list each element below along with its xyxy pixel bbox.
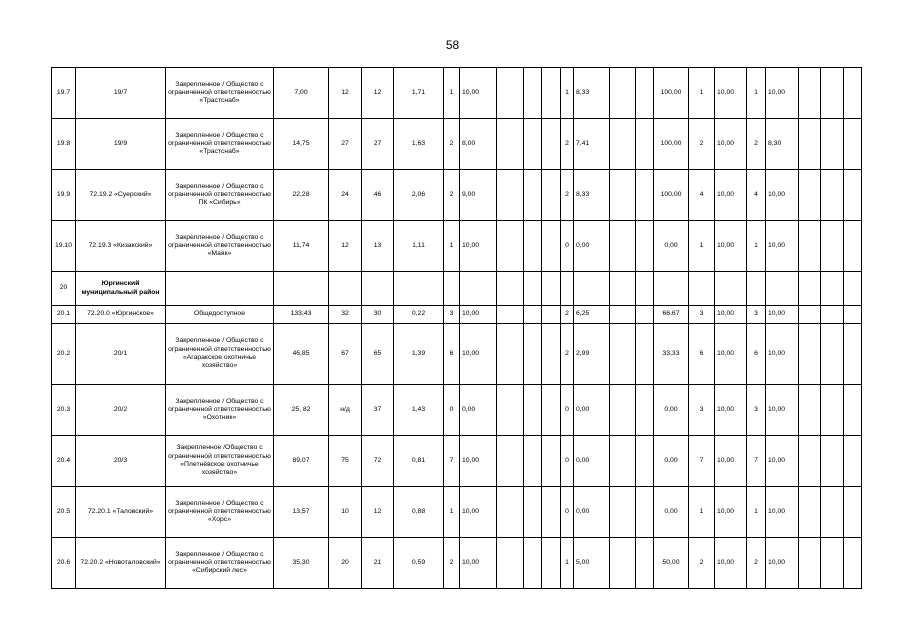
cell-c16	[636, 436, 654, 487]
cell-c21: 10,00	[766, 385, 799, 436]
cell-c14: 7,41	[574, 119, 610, 170]
cell-count-current: 30	[362, 306, 394, 324]
cell-count-prev: 24	[329, 170, 362, 221]
cell-c16	[636, 170, 654, 221]
table-row	[52, 487, 862, 538]
cell-density: 2,06	[394, 170, 444, 221]
cell-count-current: 65	[362, 324, 394, 385]
section-cell-c10	[497, 272, 524, 306]
cell-c12	[542, 487, 561, 538]
cell-c18: 1	[689, 487, 715, 538]
cell-c14: 2,99	[574, 324, 610, 385]
cell-c14: 6,25	[574, 306, 610, 324]
cell-density: 1,39	[394, 324, 444, 385]
cell-c10	[497, 68, 524, 119]
cell-c9: 10,00	[460, 306, 497, 324]
cell-c13: 0	[561, 385, 574, 436]
cell-c21: 10,00	[766, 221, 799, 272]
cell-c11	[524, 436, 542, 487]
cell-c16	[636, 221, 654, 272]
cell-c10	[497, 385, 524, 436]
cell-count-prev: 12	[329, 221, 362, 272]
cell-c8: 3	[444, 306, 460, 324]
cell-category-owner: Закрепленное / Общество с ограниченной ответственностью «Трастснаб»	[166, 68, 274, 119]
cell-count-prev: 20	[329, 538, 362, 589]
cell-c12	[542, 436, 561, 487]
cell-c19: 10,00	[715, 306, 747, 324]
cell-c8: 6	[444, 324, 460, 385]
cell-c18: 7	[689, 436, 715, 487]
cell-c24	[844, 306, 862, 324]
cell-c9: 10,00	[460, 324, 497, 385]
cell-c9: 10,00	[460, 436, 497, 487]
cell-c8: 1	[444, 487, 460, 538]
cell-density: 1,11	[394, 221, 444, 272]
cell-density: 1,63	[394, 119, 444, 170]
cell-c23	[821, 119, 844, 170]
cell-c20: 6	[747, 324, 766, 385]
cell-c18: 6	[689, 324, 715, 385]
cell-c24	[844, 385, 862, 436]
cell-density: 0,88	[394, 487, 444, 538]
cell-c9: 8,00	[460, 119, 497, 170]
cell-c10	[497, 221, 524, 272]
cell-count-current: 12	[362, 487, 394, 538]
cell-area: 14,75	[274, 119, 329, 170]
section-cell-c20	[747, 272, 766, 306]
cell-c8: 7	[444, 436, 460, 487]
cell-c18: 1	[689, 221, 715, 272]
cell-ground-name: 72.20.2 «Новоталовский»	[76, 538, 166, 589]
cell-c17: 0,00	[654, 221, 689, 272]
cell-c10	[497, 306, 524, 324]
cell-c17: 0,00	[654, 385, 689, 436]
cell-category-owner: Закрепленное /Общество с ограниченной ответственностью «Плетнёвское охотничье хозяйство»	[166, 436, 274, 487]
cell-c20: 7	[747, 436, 766, 487]
cell-c13: 0	[561, 436, 574, 487]
cell-row-number: 20.3	[52, 385, 76, 436]
cell-category-owner: Закрепленное / Общество с ограниченной ответственностью ПК «Сибирь»	[166, 170, 274, 221]
cell-c16	[636, 385, 654, 436]
cell-category-owner: Закрепленное / Общество с ограниченной ответственностью «Хорс»	[166, 487, 274, 538]
cell-area: 22,28	[274, 170, 329, 221]
table-row	[52, 170, 862, 221]
cell-area: 13,57	[274, 487, 329, 538]
cell-category-owner: Закрепленное / Общество с ограниченной ответственностью «Трастснаб»	[166, 119, 274, 170]
cell-c21: 10,00	[766, 324, 799, 385]
cell-count-current: 12	[362, 68, 394, 119]
cell-count-current: 72	[362, 436, 394, 487]
cell-c15	[610, 385, 636, 436]
cell-c19: 10,00	[715, 119, 747, 170]
cell-ground-name: 72.19.2 «Суерский»	[76, 170, 166, 221]
cell-c20: 1	[747, 221, 766, 272]
section-cell-count-current	[362, 272, 394, 306]
table-row	[52, 306, 862, 324]
cell-c14: 0,00	[574, 221, 610, 272]
table-row	[52, 538, 862, 589]
cell-c21: 10,00	[766, 170, 799, 221]
cell-c17: 100,00	[654, 170, 689, 221]
cell-c11	[524, 221, 542, 272]
cell-c24	[844, 68, 862, 119]
cell-c19: 10,00	[715, 221, 747, 272]
cell-c9: 10,00	[460, 487, 497, 538]
cell-count-prev: 10	[329, 487, 362, 538]
cell-c23	[821, 436, 844, 487]
section-cell-c9	[460, 272, 497, 306]
section-cell-area	[274, 272, 329, 306]
cell-c24	[844, 170, 862, 221]
cell-c19: 10,00	[715, 487, 747, 538]
cell-row-number: 20.4	[52, 436, 76, 487]
cell-c14: 8,33	[574, 68, 610, 119]
cell-c13: 2	[561, 306, 574, 324]
cell-area: 25, 82	[274, 385, 329, 436]
cell-ground-name: 72.20.0 «Юргинское»	[76, 306, 166, 324]
cell-c20: 4	[747, 170, 766, 221]
cell-ground-name: 20/3	[76, 436, 166, 487]
cell-count-current: 21	[362, 538, 394, 589]
cell-c19: 10,00	[715, 324, 747, 385]
cell-c21: 10,00	[766, 68, 799, 119]
cell-c18: 2	[689, 538, 715, 589]
table-row	[52, 221, 862, 272]
hunting-grounds-table	[51, 67, 862, 589]
cell-density: 1,43	[394, 385, 444, 436]
cell-c16	[636, 306, 654, 324]
cell-count-prev: 32	[329, 306, 362, 324]
cell-c13: 1	[561, 68, 574, 119]
table-row	[52, 436, 862, 487]
cell-c10	[497, 538, 524, 589]
cell-c12	[542, 324, 561, 385]
cell-density: 0,81	[394, 436, 444, 487]
page-number: 58	[445, 38, 460, 52]
cell-c22	[799, 221, 821, 272]
cell-c18: 2	[689, 119, 715, 170]
cell-c21: 10,00	[766, 538, 799, 589]
cell-area: 89,07	[274, 436, 329, 487]
cell-ground-name: 19/7	[76, 68, 166, 119]
cell-c15	[610, 538, 636, 589]
cell-c22	[799, 436, 821, 487]
cell-c13: 0	[561, 221, 574, 272]
cell-count-current: 37	[362, 385, 394, 436]
section-cell-c8	[444, 272, 460, 306]
cell-c12	[542, 68, 561, 119]
cell-c13: 2	[561, 324, 574, 385]
cell-c12	[542, 538, 561, 589]
cell-c19: 10,00	[715, 538, 747, 589]
cell-c20: 2	[747, 119, 766, 170]
cell-c13: 2	[561, 170, 574, 221]
cell-category-owner: Общедоступное	[166, 306, 274, 324]
cell-c22	[799, 487, 821, 538]
cell-row-number: 19.8	[52, 119, 76, 170]
cell-c23	[821, 538, 844, 589]
cell-c22	[799, 306, 821, 324]
cell-density: 0,22	[394, 306, 444, 324]
cell-density: 1,71	[394, 68, 444, 119]
section-cell-category-owner	[166, 272, 274, 306]
cell-c11	[524, 170, 542, 221]
cell-c16	[636, 324, 654, 385]
cell-count-prev: 12	[329, 68, 362, 119]
cell-c9: 9,00	[460, 170, 497, 221]
cell-c17: 0,00	[654, 436, 689, 487]
cell-c10	[497, 324, 524, 385]
cell-c15	[610, 221, 636, 272]
cell-ground-name: 72.19.3 «Кизакский»	[76, 221, 166, 272]
table-row	[52, 68, 862, 119]
cell-c14: 8,33	[574, 170, 610, 221]
cell-c24	[844, 324, 862, 385]
cell-c24	[844, 436, 862, 487]
cell-area: 11,74	[274, 221, 329, 272]
cell-c22	[799, 324, 821, 385]
section-row	[52, 272, 862, 306]
cell-c23	[821, 385, 844, 436]
table-row	[52, 119, 862, 170]
cell-c22	[799, 119, 821, 170]
cell-c9: 0,00	[460, 385, 497, 436]
cell-c13: 2	[561, 119, 574, 170]
table-row	[52, 324, 862, 385]
cell-c11	[524, 324, 542, 385]
cell-row-number: 19.7	[52, 68, 76, 119]
section-cell-count-prev	[329, 272, 362, 306]
section-cell-c14	[574, 272, 610, 306]
cell-c13: 1	[561, 538, 574, 589]
cell-c24	[844, 221, 862, 272]
cell-c14: 0,00	[574, 487, 610, 538]
cell-c17: 0,00	[654, 487, 689, 538]
cell-c15	[610, 324, 636, 385]
cell-c12	[542, 119, 561, 170]
cell-c24	[844, 487, 862, 538]
section-cell-c18	[689, 272, 715, 306]
section-cell-c24	[844, 272, 862, 306]
cell-c17: 100,00	[654, 68, 689, 119]
cell-c21: 10,00	[766, 306, 799, 324]
section-cell-c23	[821, 272, 844, 306]
cell-count-current: 46	[362, 170, 394, 221]
cell-c17: 66,67	[654, 306, 689, 324]
cell-area: 133,43	[274, 306, 329, 324]
section-cell-row-number: 20	[52, 272, 76, 306]
cell-c18: 4	[689, 170, 715, 221]
cell-c14: 0,00	[574, 385, 610, 436]
cell-c14: 0,00	[574, 436, 610, 487]
section-cell-c12	[542, 272, 561, 306]
cell-c11	[524, 538, 542, 589]
section-cell-c19	[715, 272, 747, 306]
cell-c8: 2	[444, 538, 460, 589]
cell-c9: 10,00	[460, 221, 497, 272]
cell-c21: 10,00	[766, 487, 799, 538]
cell-c10	[497, 119, 524, 170]
cell-c22	[799, 385, 821, 436]
cell-category-owner: Закрепленное / Общество с ограниченной ответственностью «Сибирский лес»	[166, 538, 274, 589]
cell-category-owner: Закрепленное / Общество с ограниченной ответственностью «Агаракское охотничье хозяйство»	[166, 324, 274, 385]
section-cell-c21	[766, 272, 799, 306]
cell-count-prev: 67	[329, 324, 362, 385]
cell-count-prev: 27	[329, 119, 362, 170]
cell-c10	[497, 436, 524, 487]
cell-c16	[636, 119, 654, 170]
cell-c12	[542, 306, 561, 324]
cell-c11	[524, 306, 542, 324]
cell-category-owner: Закрепленное / Общество с ограниченной ответственностью «Охотник»	[166, 385, 274, 436]
cell-c15	[610, 170, 636, 221]
cell-c16	[636, 538, 654, 589]
cell-count-prev: 75	[329, 436, 362, 487]
cell-row-number: 20.6	[52, 538, 76, 589]
cell-c21: 8,30	[766, 119, 799, 170]
cell-c16	[636, 68, 654, 119]
cell-c13: 0	[561, 487, 574, 538]
cell-c15	[610, 306, 636, 324]
section-cell-c22	[799, 272, 821, 306]
cell-c10	[497, 487, 524, 538]
cell-c8: 2	[444, 119, 460, 170]
cell-c17: 50,00	[654, 538, 689, 589]
cell-density: 0,59	[394, 538, 444, 589]
cell-c17: 33,33	[654, 324, 689, 385]
cell-c18: 3	[689, 385, 715, 436]
cell-c23	[821, 68, 844, 119]
cell-c16	[636, 487, 654, 538]
cell-c9: 10,00	[460, 538, 497, 589]
cell-c24	[844, 119, 862, 170]
cell-row-number: 19.10	[52, 221, 76, 272]
cell-c8: 1	[444, 221, 460, 272]
cell-area: 7,00	[274, 68, 329, 119]
cell-c18: 3	[689, 306, 715, 324]
cell-ground-name: 72.20.1 «Таловский»	[76, 487, 166, 538]
cell-c20: 2	[747, 538, 766, 589]
cell-area: 46,85	[274, 324, 329, 385]
cell-c15	[610, 68, 636, 119]
cell-c12	[542, 385, 561, 436]
cell-c23	[821, 324, 844, 385]
section-cell-c11	[524, 272, 542, 306]
cell-c22	[799, 170, 821, 221]
cell-count-prev: н/д	[329, 385, 362, 436]
cell-c19: 10,00	[715, 436, 747, 487]
cell-c20: 1	[747, 68, 766, 119]
cell-ground-name: 19/9	[76, 119, 166, 170]
table-row	[52, 385, 862, 436]
cell-c21: 10,00	[766, 436, 799, 487]
cell-c12	[542, 170, 561, 221]
cell-c8: 1	[444, 68, 460, 119]
cell-count-current: 27	[362, 119, 394, 170]
cell-c15	[610, 487, 636, 538]
cell-c11	[524, 487, 542, 538]
section-cell-c17	[654, 272, 689, 306]
cell-c22	[799, 538, 821, 589]
cell-c20: 3	[747, 385, 766, 436]
cell-c11	[524, 385, 542, 436]
section-cell-density	[394, 272, 444, 306]
cell-c22	[799, 68, 821, 119]
cell-c23	[821, 170, 844, 221]
cell-c17: 100,00	[654, 119, 689, 170]
cell-c19: 10,00	[715, 68, 747, 119]
cell-c23	[821, 306, 844, 324]
table-body	[52, 68, 862, 589]
section-cell-c16	[636, 272, 654, 306]
cell-row-number: 19.9	[52, 170, 76, 221]
cell-c10	[497, 170, 524, 221]
cell-area: 35,30	[274, 538, 329, 589]
cell-c20: 3	[747, 306, 766, 324]
cell-row-number: 20.5	[52, 487, 76, 538]
cell-c19: 10,00	[715, 170, 747, 221]
cell-c8: 0	[444, 385, 460, 436]
cell-c12	[542, 221, 561, 272]
section-cell-ground-name: Юргинский муниципальный район	[76, 272, 166, 306]
section-cell-c13	[561, 272, 574, 306]
cell-c15	[610, 436, 636, 487]
cell-c8: 2	[444, 170, 460, 221]
cell-category-owner: Закрепленное / Общество с ограниченной ответственностью «Маяк»	[166, 221, 274, 272]
cell-c23	[821, 221, 844, 272]
cell-c18: 1	[689, 68, 715, 119]
cell-c11	[524, 119, 542, 170]
section-cell-c15	[610, 272, 636, 306]
cell-ground-name: 20/2	[76, 385, 166, 436]
cell-c24	[844, 538, 862, 589]
cell-c19: 10,00	[715, 385, 747, 436]
cell-row-number: 20.1	[52, 306, 76, 324]
cell-c15	[610, 119, 636, 170]
cell-c9: 10,00	[460, 68, 497, 119]
cell-count-current: 13	[362, 221, 394, 272]
cell-c11	[524, 68, 542, 119]
cell-ground-name: 20/1	[76, 324, 166, 385]
cell-row-number: 20.2	[52, 324, 76, 385]
cell-c23	[821, 487, 844, 538]
cell-c20: 1	[747, 487, 766, 538]
cell-c14: 5,00	[574, 538, 610, 589]
